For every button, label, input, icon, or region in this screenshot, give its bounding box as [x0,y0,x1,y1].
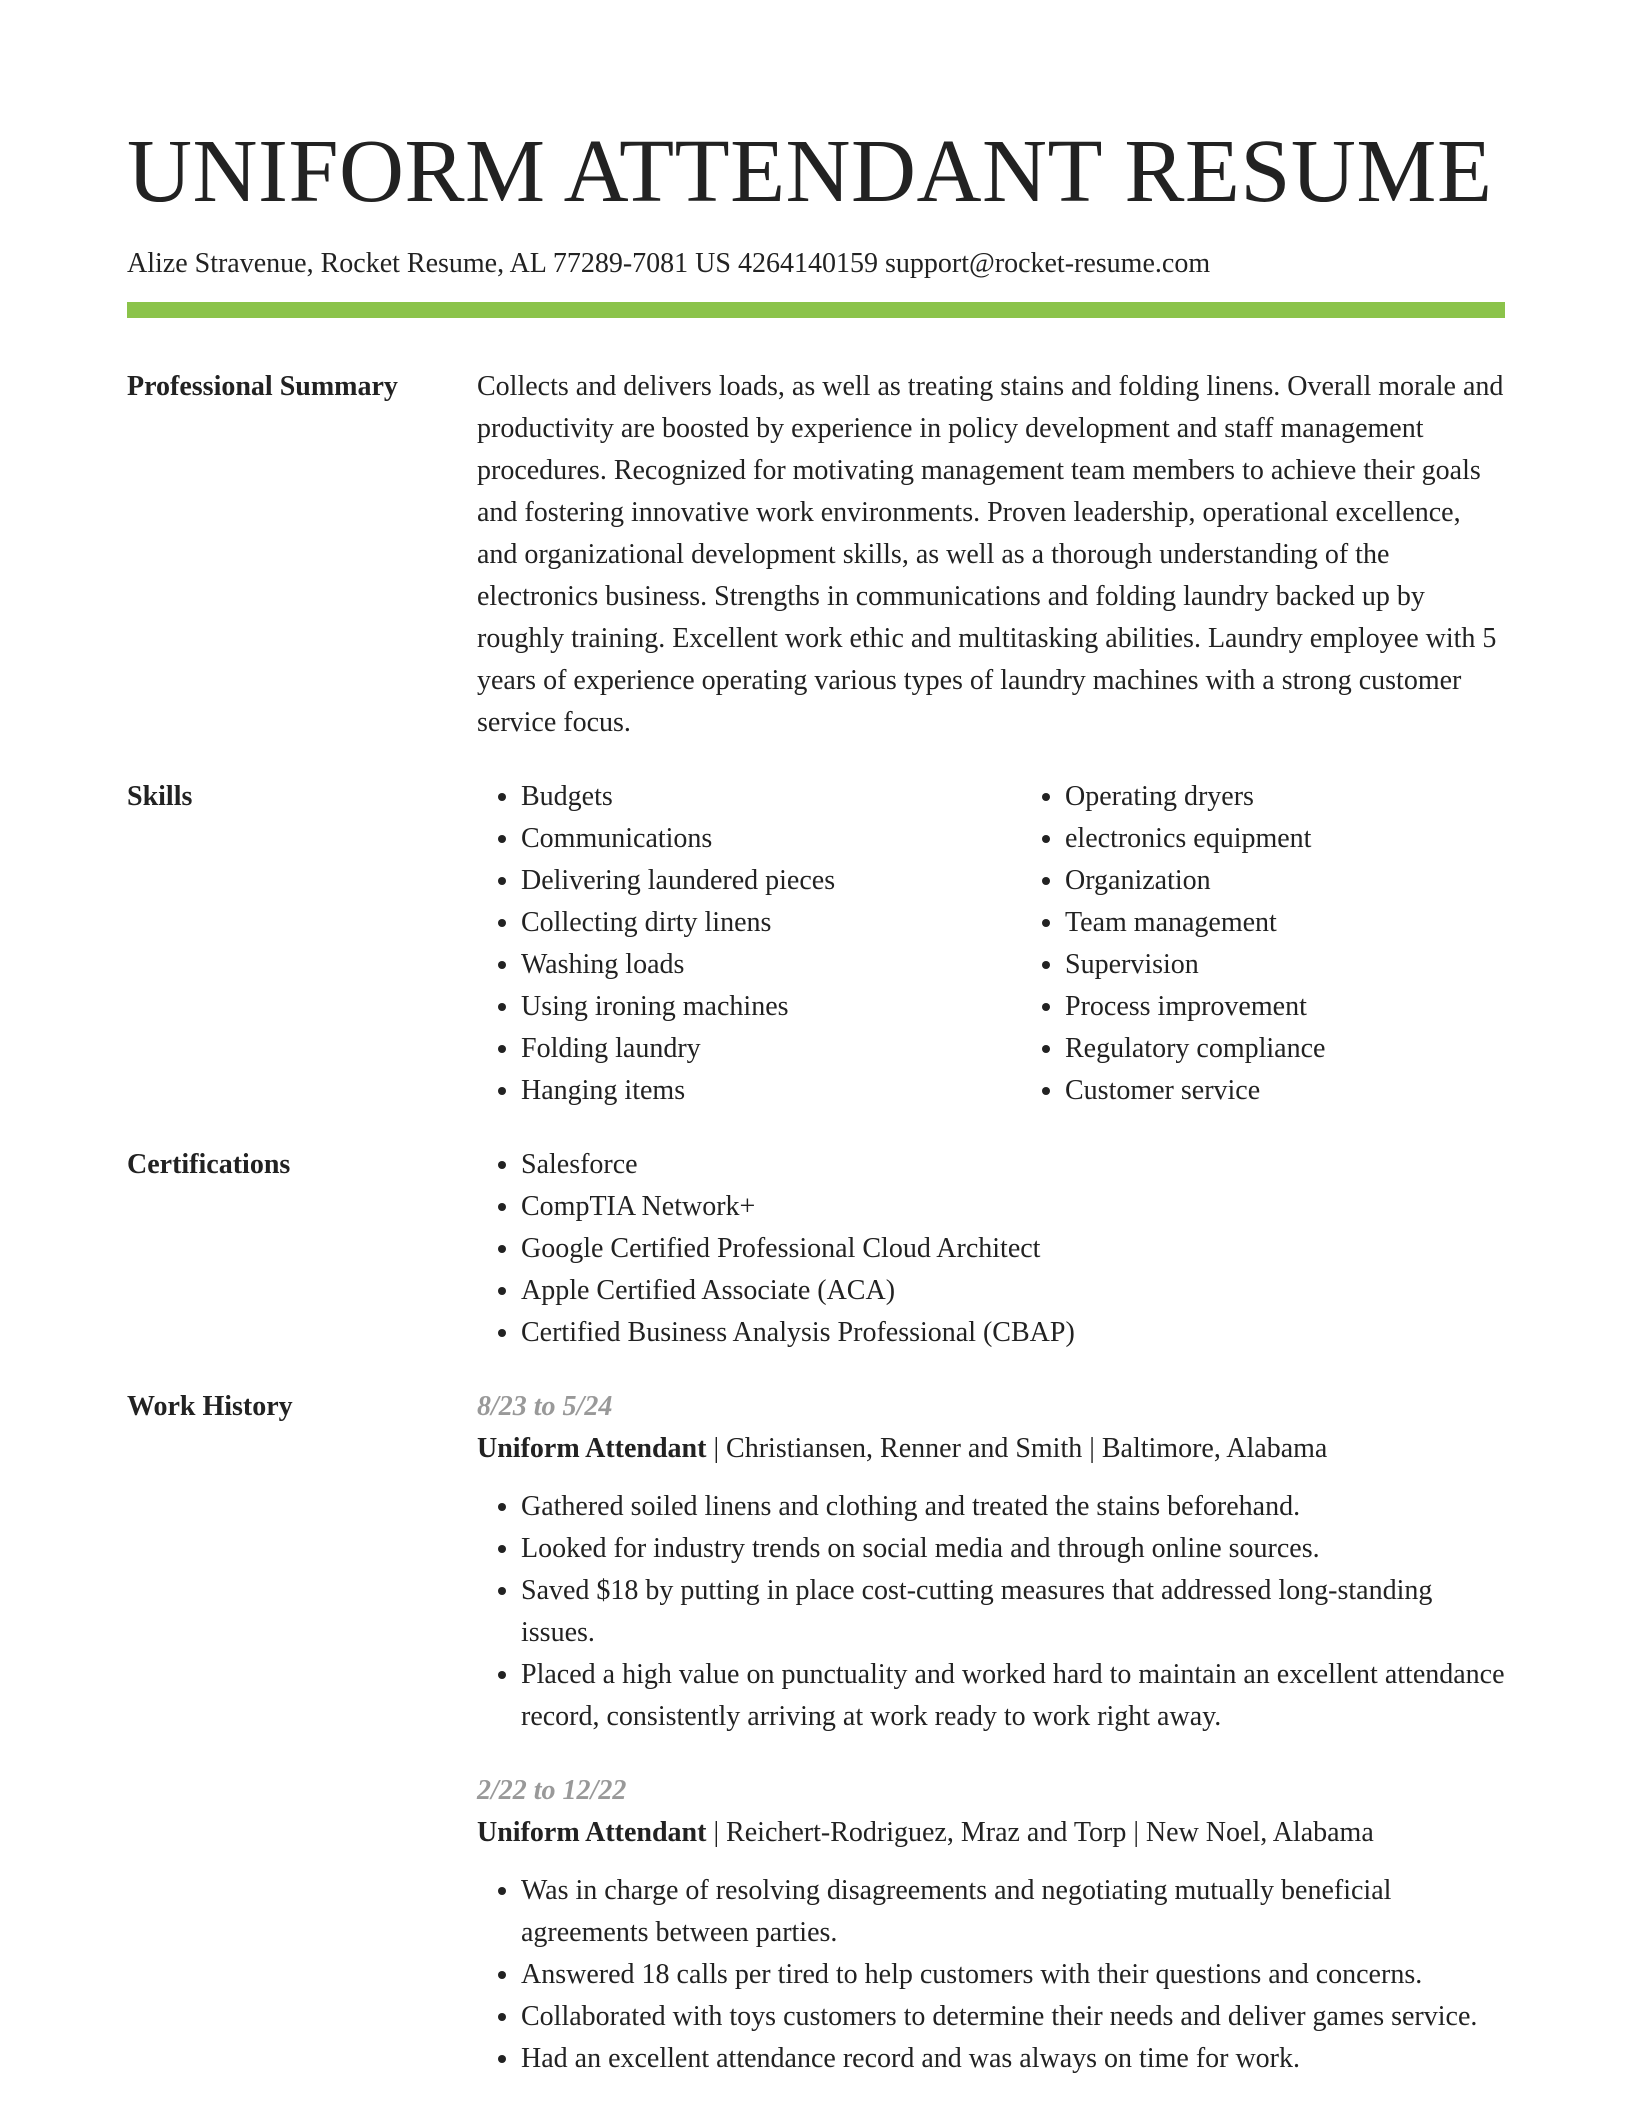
job-entry [477,1770,1505,2080]
skill-item: • Washing loads [521,944,1021,986]
resume-title: UNIFORM ATTENDANT RESUME [127,122,1493,221]
skill-item: • Budgets [521,776,1021,818]
job-title: Uniform Attendant [477,1433,707,1464]
skill-item: • Collecting dirty linens [521,902,1021,944]
job-bullets [477,1486,1505,1738]
skill-item: • Supervision [1065,944,1565,986]
certifications-body [477,1144,1505,1354]
skill-item: • Using ironing machines [521,986,1021,1028]
skills-section [127,776,1505,1112]
work-history-label: Work History [127,1391,293,1422]
summary-section [127,366,1505,744]
certifications-label: Certifications [127,1149,291,1180]
summary-text: Collects and delivers loads, as well as treating stains and folding linens. Overall morale and productivity are boosted by experience in policy development and staff management procedures. Recognized for motivating management team members to achieve their goals and fostering innovative work environments. Proven leadership, operational excellence, and organizational development skills, as well as a thorough understanding of the electronics business. Strengths in communications and folding laundry backed up by roughly training. Excellent work ethic and multitasking abilities. Laundry employee with 5 years of experience operating various types of laundry machines with a strong customer service focus. [477,371,1504,738]
job-dates: 8/23 to 5/24 [477,1391,613,1422]
summary-label: Professional Summary [127,371,398,402]
job-bullet: • Collaborated with toys customers to determine their needs and deliver games service. [521,1996,1505,2038]
job-heading [477,1812,1505,1854]
job-dates: 2/22 to 12/22 [477,1775,627,1806]
job-bullet: • Saved $18 by putting in place cost-cutting measures that addressed long-standing issues. [521,1570,1505,1654]
skills-list-left [477,776,1021,1112]
certification-item: • Apple Certified Associate (ACA) [521,1270,1505,1312]
skill-item: • Hanging items [521,1070,1021,1112]
job-bullet: • Looked for industry trends on social media and through online sources. [521,1528,1505,1570]
certification-item: • Google Certified Professional Cloud Architect [521,1228,1505,1270]
job-bullet: • Gathered soiled linens and clothing and treated the stains beforehand. [521,1486,1505,1528]
certification-item: • Certified Business Analysis Professional (CBAP) [521,1312,1505,1354]
job-bullet: • Had an excellent attendance record and was always on time for work. [521,2038,1505,2080]
certifications-section [127,1144,1505,1354]
job-employer-location: | Christiansen, Renner and Smith | Baltimore, Alabama [706,1433,1328,1464]
job-bullet: • Was in charge of resolving disagreements and negotiating mutually beneficial agreements between parties. [521,1870,1505,1954]
work-history-body [477,1386,1505,2080]
job-bullet: • Placed a high value on punctuality and worked hard to maintain an excellent attendance record, consistently arriving at work ready to work right away. [521,1654,1505,1738]
skill-item: • Regulatory compliance [1065,1028,1565,1070]
skill-item: • electronics equipment [1065,818,1565,860]
skill-item: • Communications [521,818,1021,860]
skill-item: • Operating dryers [1065,776,1565,818]
certification-item: • Salesforce [521,1144,1505,1186]
job-entry [477,1386,1505,1738]
work-history-section [127,1386,1505,2080]
contact-info: Alize Stravenue, Rocket Resume, AL 77289-7081 US 4264140159 support@rocket-resume.com [127,248,1211,279]
skill-item: • Delivering laundered pieces [521,860,1021,902]
skill-item: • Team management [1065,902,1565,944]
job-bullets [477,1870,1505,2080]
skill-item: • Customer service [1065,1070,1565,1112]
skill-item: • Process improvement [1065,986,1565,1028]
skill-item: • Organization [1065,860,1565,902]
certifications-list [477,1144,1505,1354]
job-bullet: • Answered 18 calls per tired to help customers with their questions and concerns. [521,1954,1505,1996]
skills-label: Skills [127,781,193,812]
certification-item: • CompTIA Network+ [521,1186,1505,1228]
header-divider [127,302,1505,318]
job-heading [477,1428,1505,1470]
job-title: Uniform Attendant [477,1817,707,1848]
skills-columns [477,776,1565,1112]
skills-list-right [1021,776,1565,1112]
skill-item: • Folding laundry [521,1028,1021,1070]
job-employer-location: | Reichert-Rodriguez, Mraz and Torp | New Noel, Alabama [706,1817,1374,1848]
